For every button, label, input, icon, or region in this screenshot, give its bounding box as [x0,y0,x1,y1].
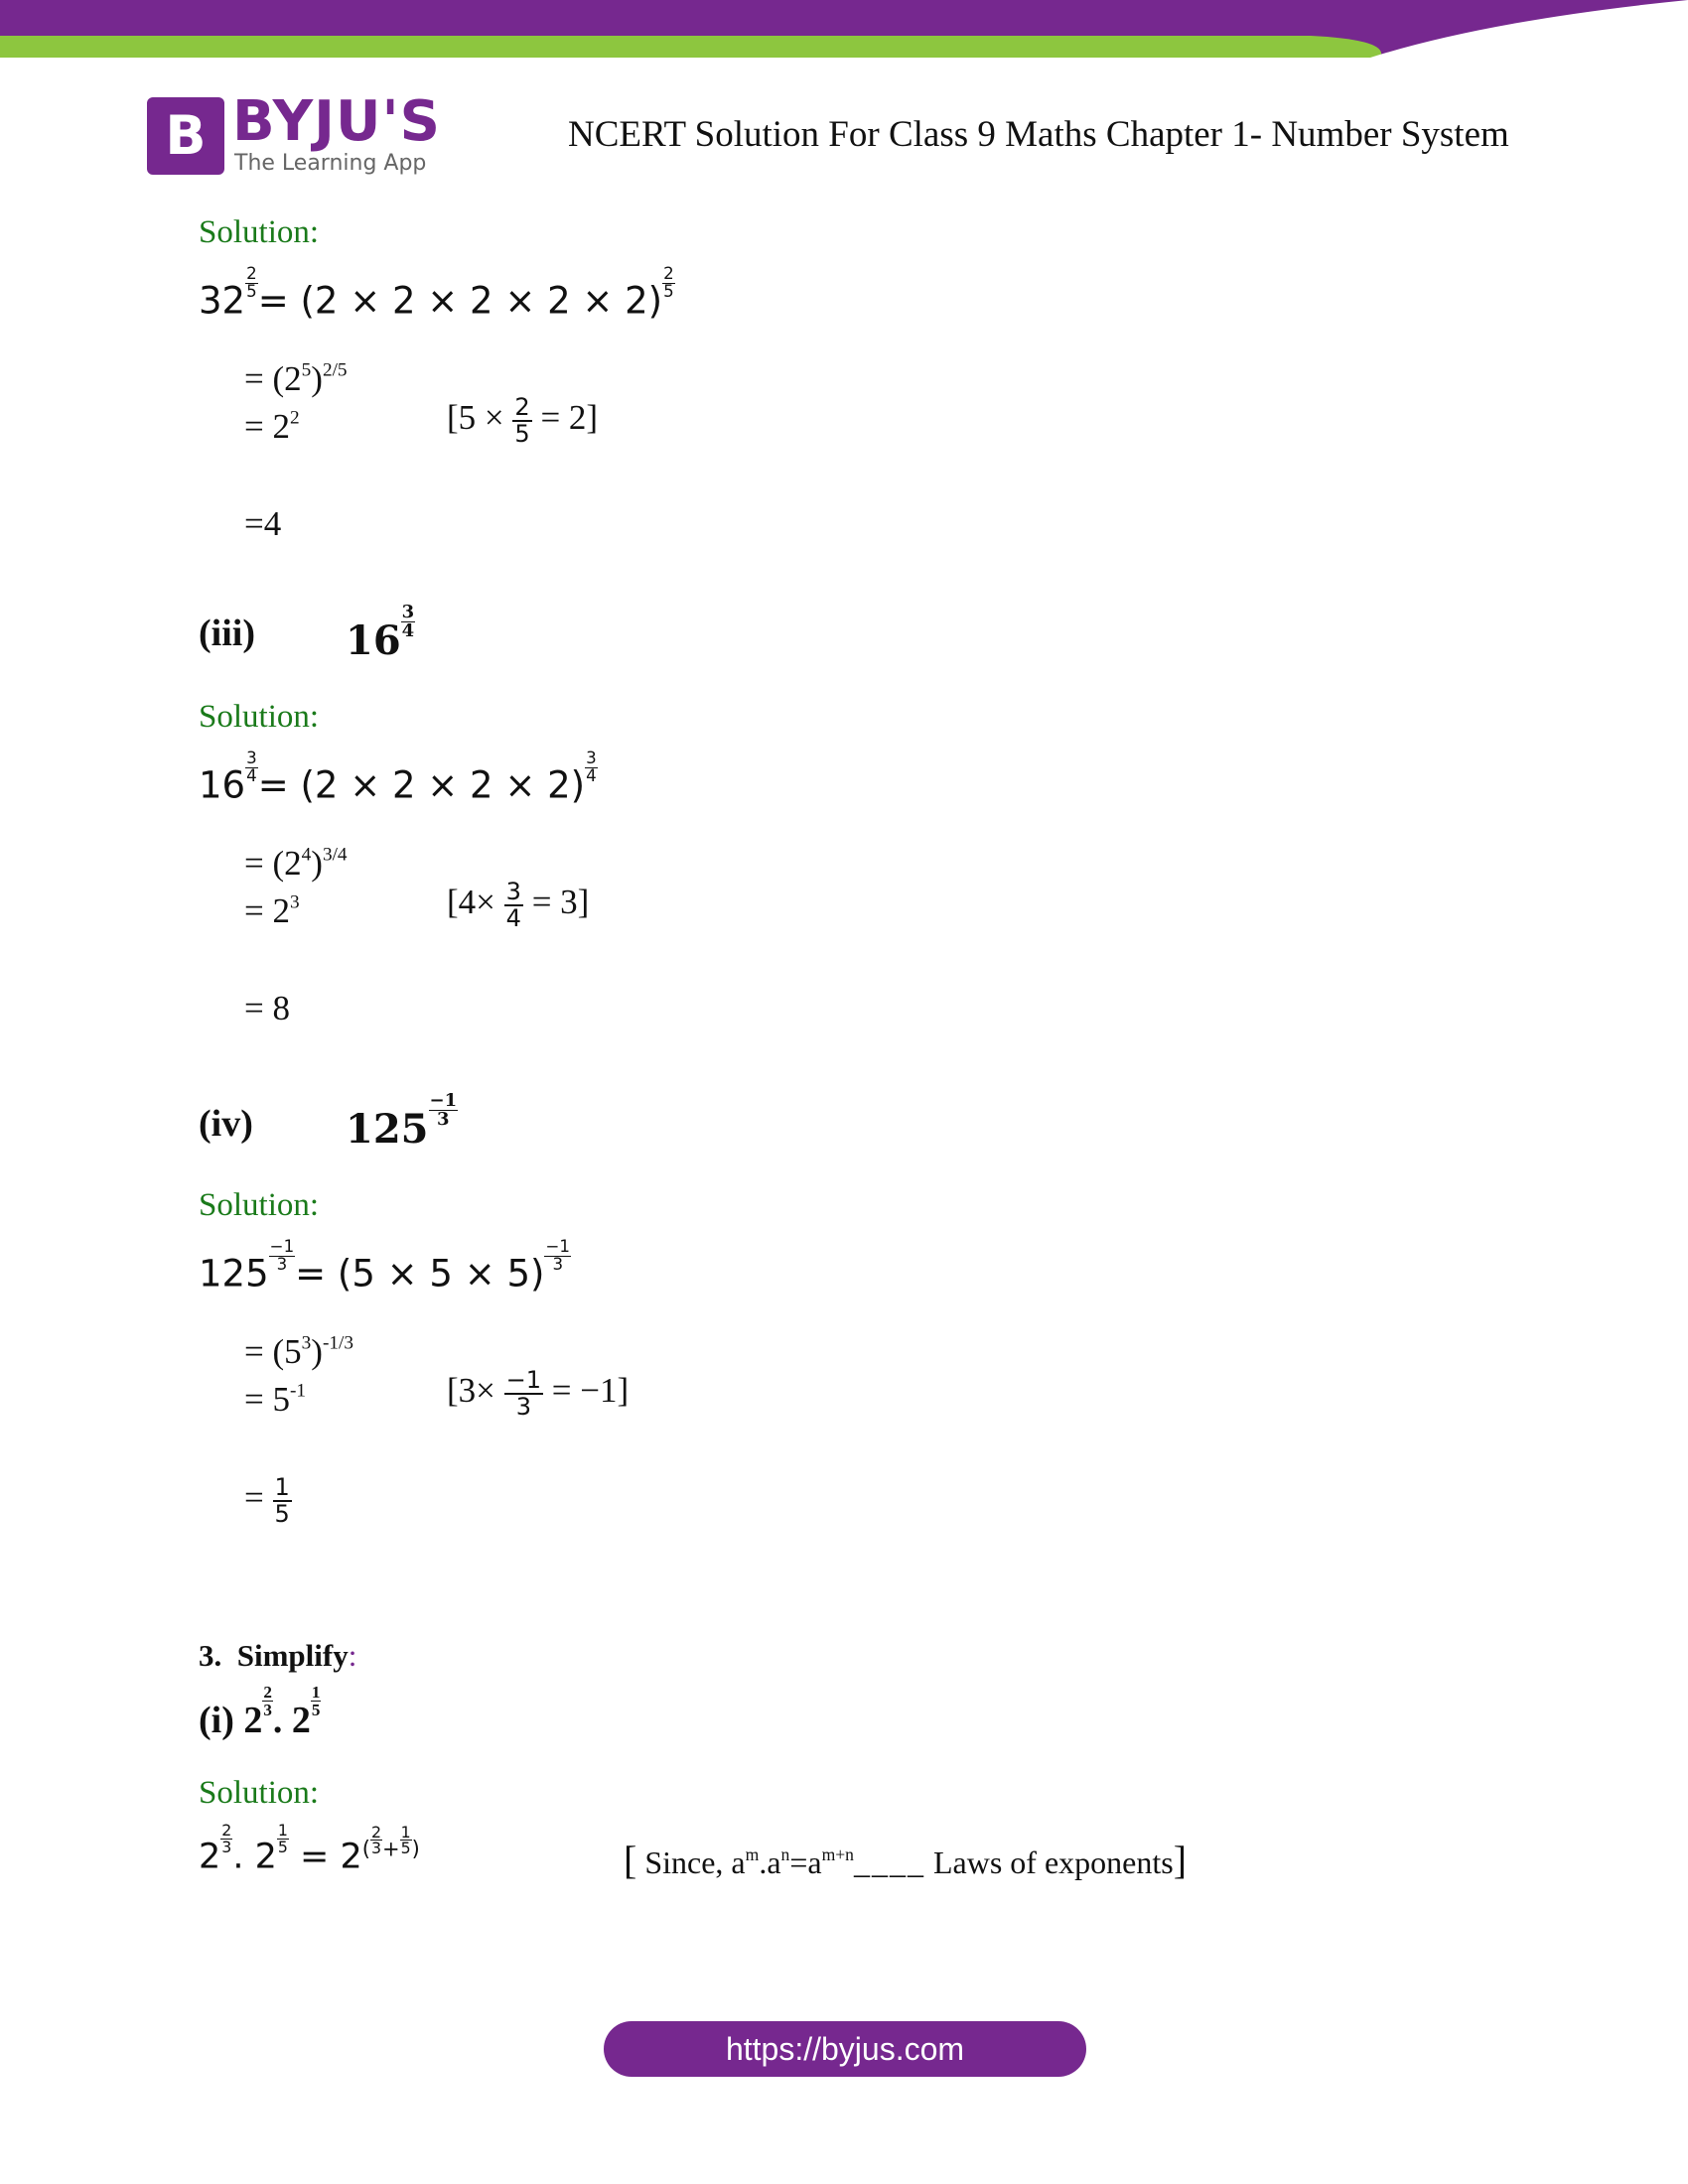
rhs: = (2 × 2 × 2 × 2 × 2) [257,279,663,323]
solution-label: Solution: [199,699,320,735]
step-note: [4× $\frac{3}{4}$ = 3] [447,878,590,933]
lhs-exponent: $\frac{2}{5}$ [246,264,257,301]
step-line: = $2^2$ [244,407,300,446]
result: = 8 [244,989,290,1027]
result: =4 [244,504,282,543]
solution-label: Solution: [199,214,320,250]
header-band [0,0,1688,60]
step-line: = $(5^3)^{-1/3}$ [244,1332,353,1371]
question-label: (iv) [199,1103,253,1145]
question-expression: 125 $\frac{-1}{3}$ [346,1090,458,1153]
step-note: [3× $\frac{-1}{3}$ = −1] [447,1366,630,1422]
logo-name: BYJU'S [232,89,441,154]
logo-badge-icon: B [147,97,224,175]
solution-label: Solution: [199,1775,320,1811]
equation-line: 16 $\frac{3}{4}$ = (2 × 2 × 2 × 2) $\frac{3}{4}$ [199,749,597,807]
step-line: = $2^3$ [244,891,300,930]
question-heading: 3. Simplify: [199,1638,357,1673]
lhs-base: 32 [199,279,246,323]
result: = $\frac{1}{5}$ [244,1473,290,1529]
green-band [0,36,1381,58]
question-expression: 16 $\frac{3}{4}$ [346,602,415,664]
page-title: NCERT Solution For Class 9 Maths Chapter 1- Number System [568,114,1509,155]
logo-tagline: The Learning App [234,151,427,176]
step-line: = $(2^4)^{3/4}$ [244,844,348,883]
equation-line [199,266,675,322]
step-line: = $(2^5)^{2/5}$ [244,359,348,398]
equation-line: 2 $\frac{2}{3}$ . 2 $\frac{1}{5}$ = 2( $\frac{2}{3}$ + $\frac{1}{5}$ ) [199,1821,420,1877]
solution-label: Solution: [199,1187,320,1223]
footer-url-link[interactable]: https://byjus.com [604,2021,1086,2077]
question-label: (iii) [199,613,255,654]
rhs-exponent: $\frac{2}{5}$ [663,264,674,301]
equation-line: 125 $\frac{-1}{3}$ = (5 × 5 × 5) $\frac{-1}{3}$ [199,1237,570,1296]
law-note: [ Since, $a^m.a^n=a^{m+n}\_\_\_\_$ Laws of exponents] [624,1838,1188,1882]
question-expression: (i) 2 $\frac{2}{3}$ . 2 $\frac{1}{5}$ [199,1683,321,1742]
step-line: = $5^{-1}$ [244,1380,307,1419]
step-note: [5 × $\frac{2}{5}$ = 2] [447,393,599,449]
